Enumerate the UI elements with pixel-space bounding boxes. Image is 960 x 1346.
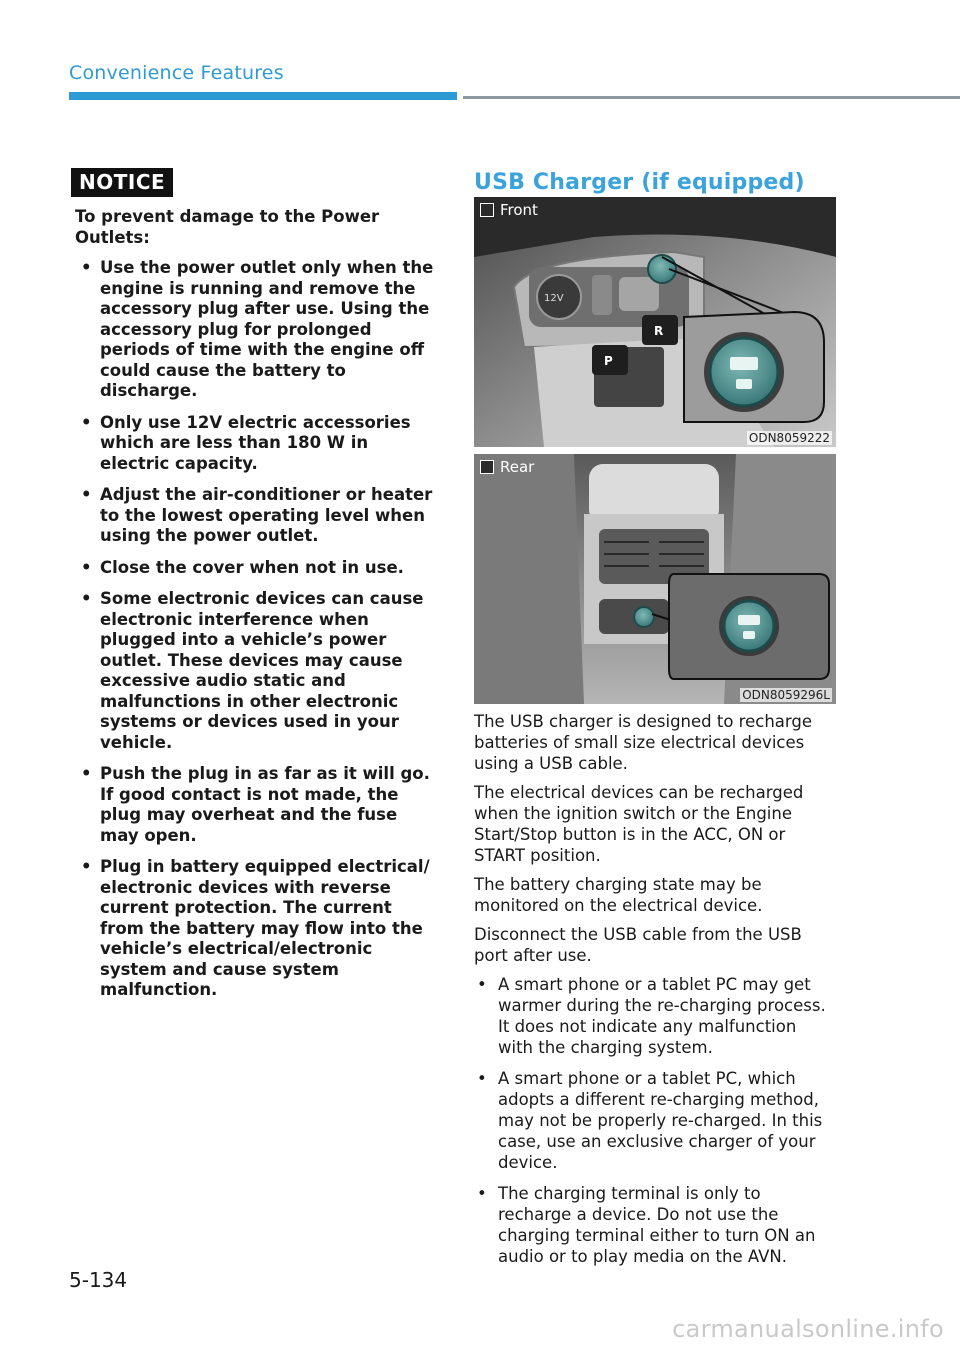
header-divider-bar <box>463 96 960 99</box>
usb-bullet-item: • The charging terminal is only to recharge a device. Do not use the charging terminal either to turn ON an audio or to play media on the AVN. <box>477 1184 816 1266</box>
bullet-icon: • <box>81 857 92 876</box>
usb-bullet-list <box>474 974 836 1267</box>
notice-list <box>71 258 441 1001</box>
notice-item: • Plug in battery equipped electrical/ electronic devices with reverse current protection. The current from the battery may flow into the vehicle’s electrical/electronic system and cause system malfunction. <box>81 857 430 999</box>
front-usb-photo <box>474 197 836 447</box>
rear-photo-code: ODN8059296L <box>742 688 830 702</box>
bullet-icon: • <box>81 258 92 277</box>
usb-charger-column <box>474 170 836 1277</box>
bullet-icon: • <box>81 764 92 783</box>
bullet-icon: • <box>81 557 92 577</box>
usb-bullet-item: • A smart phone or a tablet PC, which adopts a different re-charging method, may not be properly re-charged. In this case, use an exclusive charger of your device. <box>477 1069 823 1172</box>
usb-description <box>474 711 836 1267</box>
usb-paragraph: The USB charger is designed to recharge batteries of small size electrical devices using a USB cable. <box>474 712 813 773</box>
notice-intro: To prevent damage to the Power Outlets: <box>75 207 380 247</box>
usb-paragraph: The electrical devices can be recharged when the ignition switch or the Engine Start/Stop button is in the ACC, ON or START position. <box>474 783 804 865</box>
bullet-icon: • <box>81 485 92 504</box>
outlet-12v-label: 12V <box>544 293 564 304</box>
notice-item: • Push the plug in as far as it will go. If good contact is not made, the plug may overheat and the fuse may open. <box>81 764 430 845</box>
notice-item: • Only use 12V electric accessories which are less than 180 W in electric capacity. <box>81 412 411 473</box>
bullet-icon: • <box>477 1069 487 1088</box>
bullet-icon: • <box>81 589 92 608</box>
page-number: 5-134 <box>69 1268 128 1292</box>
front-photo-code: ODN8059222 <box>748 431 830 445</box>
bullet-icon: • <box>477 975 487 994</box>
usb-section-title: USB Charger (if equipped) <box>474 170 805 195</box>
usb-paragraph: The battery charging state may be monitored on the electrical device. <box>474 875 763 915</box>
notice-item: • Adjust the air-conditioner or heater to the lowest operating level when using the power outlet. <box>81 485 433 545</box>
shifter-r-label: R <box>654 324 664 338</box>
rear-photo-label: Rear <box>480 458 534 476</box>
notice-column <box>71 168 441 1012</box>
usb-bullet-item: • A smart phone or a tablet PC may get warmer during the re-charging process. It does not indicate any malfunction with the charging system. <box>477 975 826 1057</box>
section-header-title: Convenience Features <box>69 62 284 84</box>
label-square-icon <box>480 460 494 474</box>
notice-item: • Use the power outlet only when the engine is running and remove the accessory plug after use. Using the accessory plug for prolonged periods of time with the engine off could cause the battery to discharge. <box>81 258 434 400</box>
header-accent-bar <box>69 92 457 100</box>
bullet-icon: • <box>477 1184 487 1203</box>
shifter-p-label: P <box>604 354 613 368</box>
bullet-icon: • <box>81 412 92 432</box>
watermark: carmanualsonline.info <box>672 1315 944 1343</box>
front-photo-label: Front <box>480 201 538 219</box>
label-square-icon <box>480 203 494 217</box>
usb-paragraph: Disconnect the USB cable from the USB port after use. <box>474 925 802 965</box>
notice-item: • Some electronic devices can cause electronic interference when plugged into a vehicle’s power outlet. These devices may cause excessive audio static and malfunctions in other electronic systems or devices used in your vehicle. <box>81 589 424 752</box>
notice-badge: NOTICE <box>71 168 173 197</box>
notice-item: • Close the cover when not in use. <box>81 557 404 577</box>
rear-usb-photo <box>474 454 836 704</box>
